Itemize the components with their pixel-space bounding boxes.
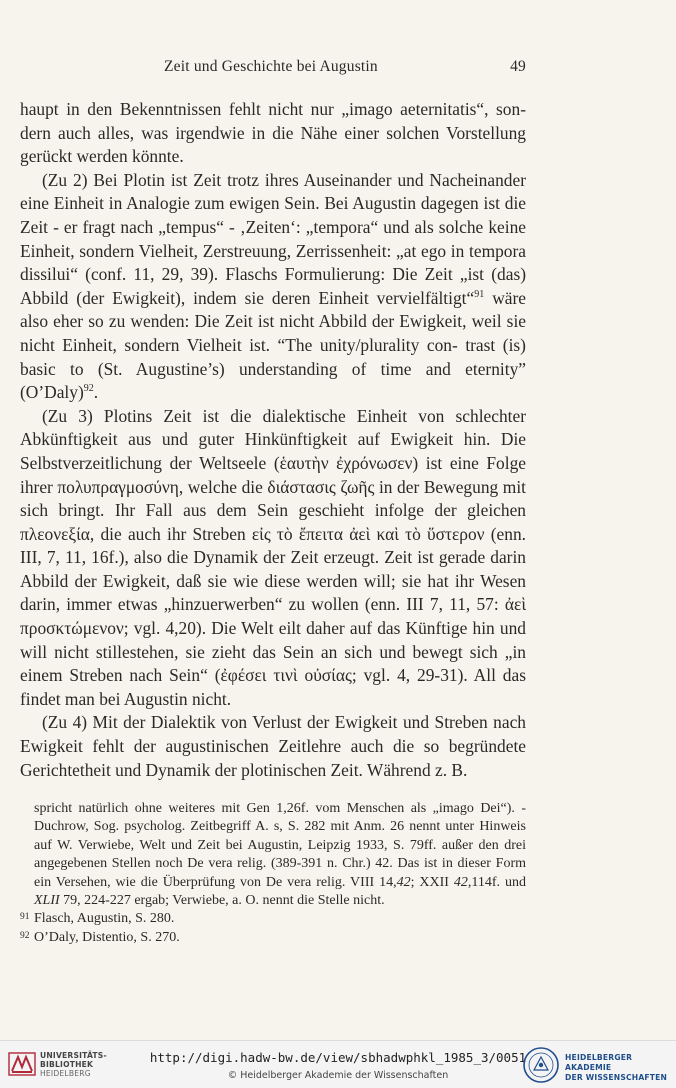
footnote-number: 92 [20,930,30,941]
footnote-ref-91: 91 [474,288,485,300]
footnote-text: Flasch, Augustin, S. 280. [34,911,175,927]
paragraph-2: (Zu 2) Bei Plotin ist Zeit trotz ihres Auseinander und Nacheinander eine Einheit in Analogie zum ewigen Sein. Bei Augustin dagegen ist die Zeit - er fragt nach „tempus“ - ‚Zeiten‘: „tempora“ und als solche keine Einheit, sondern Vielheit, Zerstreuung, Zerrissenheit: „at ego in tempora dissilui“ (conf. 11, 29, 39). Flaschs Formulierung: Die Zeit „ist (das) Abbild (der Ewigkeit), indem sie deren Einheit vervielfältigt“$^{91}$ wäre also eher so zu wenden: Die Zeit ist nicht Abbild der Ewigkeit, weil sie nicht Einheit, sondern Vielheit ist. “The unity/plurality con- trast (is) basic to (St. Augustine’s) understanding of time and eternity” (O’Daly)$^{92}$. [20,169,526,403]
paragraph-1: haupt in den Bekenntnissen fehlt nicht nur „imago aeternitatis“, son- dern auch alles, was irgendwie in die Nähe einer solchen Vorstellung gerückt werden könnte. [20,99,526,167]
footnote-number: 91 [20,912,30,923]
academy-name: HEIDELBERGER AKADEMIE DER WISSENSCHAFTEN [565,1053,668,1082]
footnote-text: O’Daly, Distentio, S. 270. [34,929,180,945]
university-library-name: UNIVERSITÄTS- BIBLIOTHEK HEIDELBERG [40,1051,107,1078]
academy-seal-icon[interactable] [522,1046,560,1084]
main-text [20,98,526,782]
footnote-ref-92: 92 [83,383,94,395]
permalink-url[interactable]: http://digi.hadw-bw.de/view/sbhadwphkl_1985_3/0051 [149,1050,527,1065]
page-number: 49 [510,58,526,75]
footnote-91 [20,910,526,928]
running-title: Zeit und Geschichte bei Augustin [164,58,378,75]
viewer-footer [0,1040,676,1088]
footnote-92 [20,929,526,947]
footnote-continuation: spricht natürlich ohne weiteres mit Gen 1,26f. vom Menschen als „imago Dei“). - Duchrow, Sog. psycholog. Zeitbegriff A. s, S. 282 mit Anm. 26 nennt unter Hinweis auf W. Verwiebe, Welt und Zeit bei Augustin, Leipzig 1933, S. 79ff. außer den drei angegebenen Stellen noch De vera relig. (389-391 n. Chr.) 42. Das ist in dieser Form ein Versehen, wie die Überprüfung von De vera relig. VIII 14,42; XXII 42,114f. und XLII 79, 224-227 ergab; Verwiebe, a. O. nennt die Stelle nicht. [34,801,526,909]
copyright-notice: © Heidelberger Akademie der Wissenschaften [227,1070,449,1081]
footnotes [20,800,526,947]
paragraph-4: (Zu 4) Mit der Dialektik von Verlust der Ewigkeit und Streben nach Ewigkeit fehlt der augustinischen Zeitlehre auch die so begründete Gerichtetheit und Dynamik der plotinischen Zeit. Während z. B. [20,712,526,780]
paragraph-3: (Zu 3) Plotins Zeit ist die dialektische Einheit von schlechter Abkünftigkeit aus und guter Hinkünftigkeit auf Ewigkeit hin. Die Selbstverzeitlichung der Weltseele (ἑαυτὴν ἐχρόνωσεν) ist eine Folge ihrer πολυπραγμοσύνη, welche die διάστασις ζωῆς in der Bewegung mit sich bringt. Ihr Fall aus dem Sein geschieht infolge der gleichen πλεονεξία, die auch ihr Streben εἰς τὸ ἔπειτα ἀεὶ καὶ τὸ ὕστερον (enn. III, 7, 11, 16f.), also die Dynamik der Zeit erzeugt. Zeit ist gerade darin Abbild der Ewigkeit, daß sie wie diese werden will; sie hat ihr Wesen darin, immer etwas „hinzuerwerben“ zu wollen (enn. III 7, 11, 57: ἀεὶ προσκτώμενον; vgl. 4,20). Die Welt eilt daher auf das Künftige hin und will nicht stillestehen, sie zieht das Sein an sich und bewegt sich „in einem Streben nach Sein“ (ἐφέσει τινὶ οὐσίας; vgl. 4, 29-31). All das findet man bei Augustin nicht. [20,405,526,709]
